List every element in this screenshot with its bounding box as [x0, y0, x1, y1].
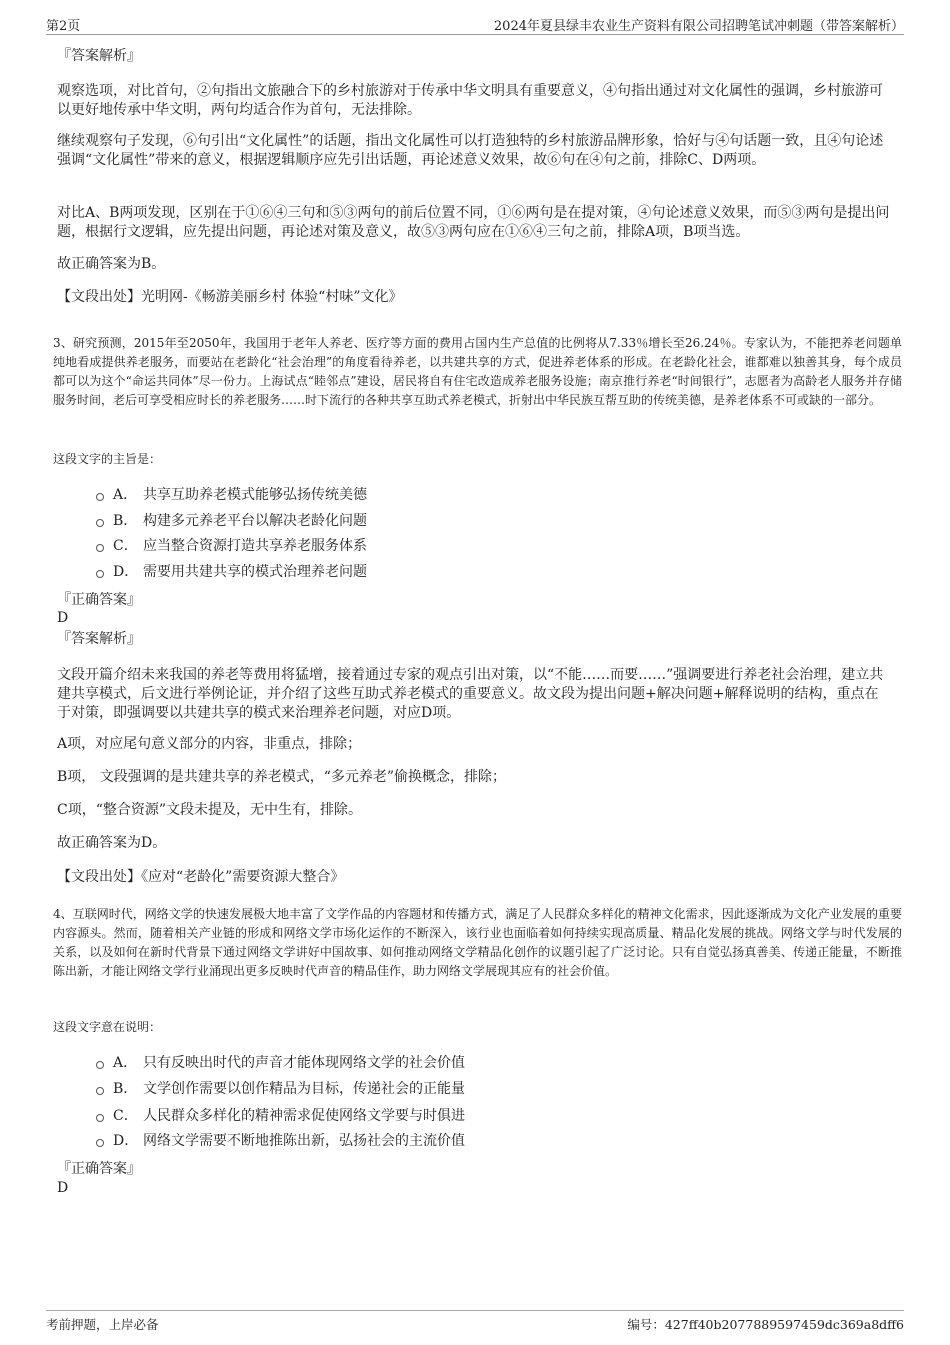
option-letter: A．	[113, 1055, 138, 1071]
q3-question-text: 3、研究预测，2015年至2050年，我国用于老年人养老、医疗等方面的费用占国内生产总值的比例将从7.33％增长至26.24％。专家认为，不能把养老问题单纯地看成提供养老服务，而要站在老龄化“社会治理”的角度看待养老，以共建共享的方式，促进养老体系的形成。在老龄化社会，谁都难以独善其身，每个成员都可以为这个“命运共同体”尽一份力。上海试点“睦邻点”建设，居民将自有住宅改造成养老服务设施；南京推行养老“时间银行”，志愿者为高龄老人服务并存储服务时间，老后可享受相应时长的养老服务……时下流行的各种共享互助式养老模式，折射出中华民族互帮互助的传统美德，是养老体系不可或缺的一部分。	[53, 336, 902, 407]
q3-option-b[interactable]	[96, 511, 367, 531]
q4-answer-label: 『正确答案』	[57, 1161, 141, 1177]
option-text: 共享互助养老模式能够弘扬传统美德	[143, 487, 367, 503]
q2-answer-summary: 故正确答案为B。	[57, 256, 166, 272]
q4-question-text: 4、互联网时代，网络文学的快速发展极大地丰富了文学作品的内容题材和传播方式，满足了人民群众多样化的精神文化需求，因此逐渐成为文化产业发展的重要内容源头。然而，随着相关产业链的形成和网络文学市场化运作的不断深入，该行业也面临着如何持续实现高质量、精品化发展的挑战。网络文学与时代发展的关系，以及如何在新时代背景下通过网络文学讲好中国故事、如何推动网络文学精品化创作的议题引起了广泛讨论。只有自觉弘扬真善美、传递正能量，不断推陈出新，才能让网络文学行业涌现出更多反映时代声音的精品佳作，助力网络文学展现其应有的社会价值。	[53, 907, 902, 978]
q2-analysis-paragraph: 继续观察句子发现，⑥句引出“文化属性”的话题，指出文化属性可以打造独特的乡村旅游品牌形象，恰好与④句话题一致，且④句论述强调“文化属性”带来的意义，根据逻辑顺序应先引出话题，再论述意义效果，故⑥句在④句之前，排除C、D两项。	[57, 133, 884, 168]
q3-option-a[interactable]	[96, 485, 367, 505]
q3-answer-label: 『正确答案』	[57, 592, 141, 608]
option-text: 网络文学需要不断地推陈出新，弘扬社会的主流价值	[143, 1133, 465, 1149]
q3-analysis-paragraph: 文段开篇介绍未来我国的养老等费用将猛增，接着通过专家的观点引出对策，以“不能……而要……”强调要进行养老社会治理，建立共建共享模式，后文进行举例论证，并介绍了这些互助式养老模式的重要意义。故文段为提出问题+解决问题+解释说明的结构，重点在于对策，即强调要以共建共享的模式来治理养老问题，对应D项。	[57, 667, 884, 721]
option-letter: D．	[113, 1133, 139, 1149]
q4-option-d[interactable]	[96, 1131, 465, 1151]
document-code: 编号：427ff40b2077889597459dc369a8dff6	[627, 1317, 904, 1332]
radio-icon[interactable]	[96, 1061, 104, 1069]
radio-icon[interactable]	[96, 493, 104, 501]
q3-option-d[interactable]	[96, 562, 367, 582]
q2-source: 【文段出处】光明网-《畅游美丽乡村 体验“村味”文化》	[57, 289, 403, 305]
option-letter: D．	[113, 564, 139, 580]
option-text: 文学创作需要以创作精品为目标，传递社会的正能量	[143, 1081, 465, 1097]
q3-source: 【文段出处】《应对“老龄化”需要资源大整合》	[57, 869, 345, 885]
option-letter: B．	[113, 1081, 138, 1097]
option-letter: A．	[113, 487, 138, 503]
footer-slogan: 考前押题，上岸必备	[46, 1317, 159, 1332]
option-text: 需要用共建共享的模式治理养老问题	[143, 564, 367, 580]
page-footer	[46, 1310, 904, 1333]
option-letter: C．	[113, 1108, 138, 1124]
q3-answer-summary: 故正确答案为D。	[57, 835, 167, 851]
q3-analysis-paragraph: C项，“整合资源”文段未提及，无中生有，排除。	[57, 802, 363, 818]
q2-analysis-label: 『答案解析』	[57, 48, 141, 64]
q4-option-b[interactable]	[96, 1079, 465, 1099]
option-letter: B．	[113, 513, 138, 529]
q4-answer-value: D	[57, 1180, 69, 1196]
option-text: 构建多元养老平台以解决老龄化问题	[143, 513, 367, 529]
document-title: 2024年夏县绿丰农业生产资料有限公司招聘笔试冲刺题（带答案解析）	[493, 19, 904, 34]
option-text: 只有反映出时代的声音才能体现网络文学的社会价值	[143, 1055, 465, 1071]
q4-option-c[interactable]	[96, 1106, 465, 1126]
radio-icon[interactable]	[96, 570, 104, 578]
page-header	[46, 14, 904, 35]
radio-icon[interactable]	[96, 519, 104, 527]
q2-analysis-paragraph: 观察选项，对比首句，②句指出文旅融合下的乡村旅游对于传承中华文明具有重要意义，④句指出通过对文化属性的强调，乡村旅游可以更好地传承中华文明，两句均适合作为首句，无法排除。	[57, 83, 883, 118]
q4-prompt: 这段文字意在说明：	[53, 1020, 162, 1034]
q3-answer-value: D	[57, 610, 69, 626]
radio-icon[interactable]	[96, 1087, 104, 1095]
q4-option-a[interactable]	[96, 1053, 465, 1073]
page-number: 第2页	[46, 19, 81, 34]
q3-analysis-paragraph: B项， 文段强调的是共建共享的养老模式，“多元养老”偷换概念，排除；	[57, 769, 507, 785]
option-letter: C．	[113, 538, 138, 554]
radio-icon[interactable]	[96, 1114, 104, 1122]
q3-option-c[interactable]	[96, 536, 367, 556]
option-text: 应当整合资源打造共享养老服务体系	[143, 538, 367, 554]
option-text: 人民群众多样化的精神需求促使网络文学要与时俱进	[143, 1108, 465, 1124]
q3-analysis-label: 『答案解析』	[57, 631, 141, 647]
radio-icon[interactable]	[96, 544, 104, 552]
q3-prompt: 这段文字的主旨是：	[53, 452, 162, 466]
q3-analysis-paragraph: A项，对应尾句意义部分的内容，非重点，排除；	[57, 736, 362, 752]
radio-icon[interactable]	[96, 1139, 104, 1147]
q2-analysis-paragraph: 对比A、B两项发现，区别在于①⑥④三句和⑤③两句的前后位置不同，①⑥两句是在提对策，④句论述意义效果，而⑤③两句是提出问题，根据行文逻辑，应先提出问题，再论述对策及意义，故⑤③两句应在①⑥④三句之前，排除A项，B项当选。	[57, 205, 890, 240]
